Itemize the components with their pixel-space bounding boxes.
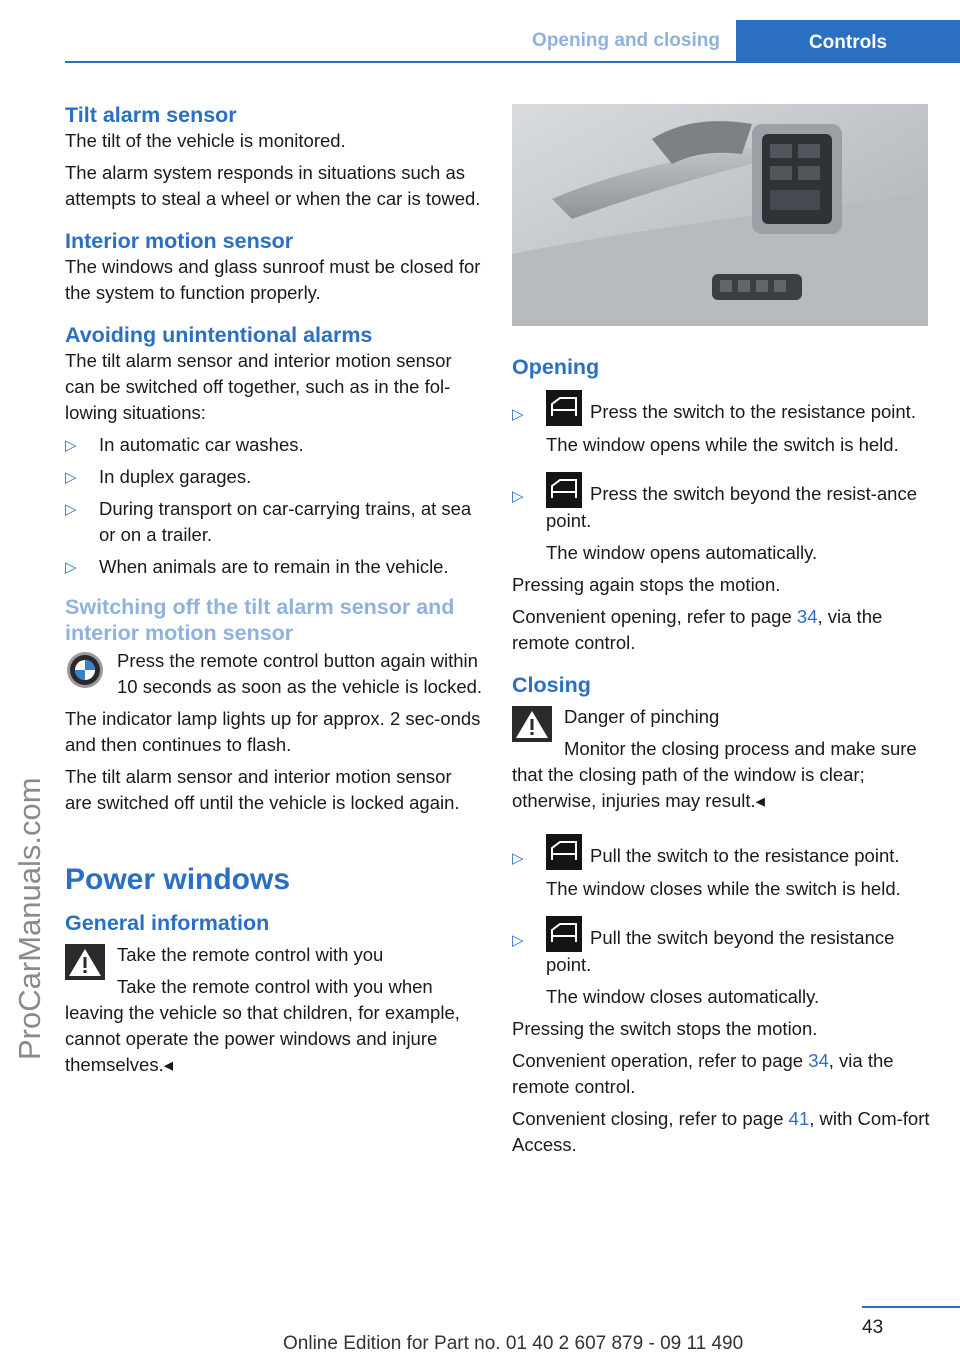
footer-rule <box>862 1306 960 1308</box>
page-link-41[interactable]: 41 <box>788 1108 810 1129</box>
switch-paragraph-3: The tilt alarm sensor and interior motion sensor are switched off until the vehicle is locked again. <box>65 766 460 813</box>
list-item-sub: The window closes automatically. <box>546 986 820 1007</box>
triangle-bullet-icon: ▷ <box>65 501 77 518</box>
tilt-paragraph-2: The alarm system responds in situations such as attempts to steal a wheel or when the car is towed. <box>65 162 481 209</box>
interior-paragraph: The windows and glass sunroof must be closed for the system to function properly. <box>65 256 481 303</box>
opening-paragraph-2: Convenient opening, refer to page 34, via the remote control. <box>512 606 883 653</box>
closing-paragraph-2: Convenient operation, refer to page 34, via the remote control. <box>512 1050 894 1097</box>
closing-paragraph-1: Pressing the switch stops the motion. <box>512 1018 818 1039</box>
header-section-label: Opening and closing <box>532 30 720 51</box>
bmw-key-icon <box>65 650 105 697</box>
warning-block <box>512 704 930 814</box>
list-item: ▷ Press the switch beyond the resist-ance point. <box>512 472 930 534</box>
opening-heading: Opening <box>512 355 600 379</box>
warning-icon <box>65 944 105 987</box>
header-rule <box>65 61 960 63</box>
list-item: ▷ Pull the switch beyond the resistance point. <box>512 916 930 978</box>
page-link-34[interactable]: 34 <box>808 1050 829 1071</box>
door-switch-photo <box>512 104 928 326</box>
left-column <box>65 102 483 1084</box>
power-windows-heading: Power windows <box>65 863 291 896</box>
list-item: ▷ In automatic car washes. <box>65 432 483 458</box>
list-item: ▷ In duplex garages. <box>65 464 483 490</box>
window-switch-icon <box>546 472 582 508</box>
triangle-bullet-icon: ▷ <box>65 469 77 486</box>
page-number: 43 <box>862 1317 884 1338</box>
warning-title: Take the remote control with you <box>117 944 384 965</box>
triangle-bullet-icon: ▷ <box>65 559 77 576</box>
list-item: ▷ During transport on car-carrying trains, at sea or on a trailer. <box>65 498 472 545</box>
warning-title: Danger of pinching <box>564 706 720 727</box>
general-info-heading: General information <box>65 911 270 935</box>
avoid-paragraph: The tilt alarm sensor and interior motion sensor can be switched off together, such as in the fol-lowing situations: <box>65 350 452 423</box>
opening-paragraph-1: Pressing again stops the motion. <box>512 574 781 595</box>
tilt-paragraph-1: The tilt of the vehicle is monitored. <box>65 130 346 151</box>
right-column <box>512 354 930 1164</box>
list-item-sub: The window opens while the switch is held. <box>546 434 899 455</box>
watermark: ProCarManuals.com <box>12 777 47 1060</box>
warning-body: Monitor the closing process and make sure that the closing path of the window is clear; otherwise, injuries may result.◂ <box>512 738 917 811</box>
triangle-bullet-icon: ▷ <box>65 437 77 454</box>
closing-list <box>512 834 930 1010</box>
list-item: ▷ When animals are to remain in the vehicle. <box>65 554 483 580</box>
window-switch-icon <box>546 390 582 426</box>
switch-off-heading: Switching off the tilt alarm sensor and interior motion sensor <box>65 595 455 645</box>
warning-icon <box>512 706 552 749</box>
tilt-alarm-heading: Tilt alarm sensor <box>65 103 237 127</box>
triangle-bullet-icon: ▷ <box>512 932 524 949</box>
header-tab-controls: Controls <box>736 20 960 62</box>
footer-edition: Online Edition for Part no. 01 40 2 607 879 - 09 11 490 <box>283 1333 744 1354</box>
switch-paragraph-2: The indicator lamp lights up for approx. 2 sec-onds and then continues to flash. <box>65 708 481 755</box>
warning-block <box>65 942 483 1078</box>
triangle-bullet-icon: ▷ <box>512 850 524 867</box>
list-item: ▷ Pull the switch to the resistance point. <box>512 834 930 870</box>
triangle-bullet-icon: ▷ <box>512 406 524 423</box>
closing-paragraph-3: Convenient closing, refer to page 41, with Com-fort Access. <box>512 1108 930 1155</box>
window-switch-icon <box>546 834 582 870</box>
warning-body: Take the remote control with you when leaving the vehicle so that children, for example, cannot operate the power windows and injure themselves.◂ <box>65 976 460 1075</box>
page-link-34[interactable]: 34 <box>796 606 818 627</box>
list-item-sub: The window closes while the switch is held. <box>546 878 901 899</box>
triangle-bullet-icon: ▷ <box>512 488 524 505</box>
switch-paragraph-1: Press the remote control button again within 10 seconds as soon as the vehicle is locked. <box>65 648 483 700</box>
opening-list <box>512 390 930 566</box>
list-item-sub: The window opens automatically. <box>546 542 818 563</box>
interior-motion-heading: Interior motion sensor <box>65 229 294 253</box>
avoid-list <box>65 432 483 580</box>
avoid-alarms-heading: Avoiding unintentional alarms <box>65 323 373 347</box>
list-item: ▷ Press the switch to the resistance point. <box>512 390 930 426</box>
window-switch-icon <box>546 916 582 952</box>
closing-heading: Closing <box>512 673 591 697</box>
